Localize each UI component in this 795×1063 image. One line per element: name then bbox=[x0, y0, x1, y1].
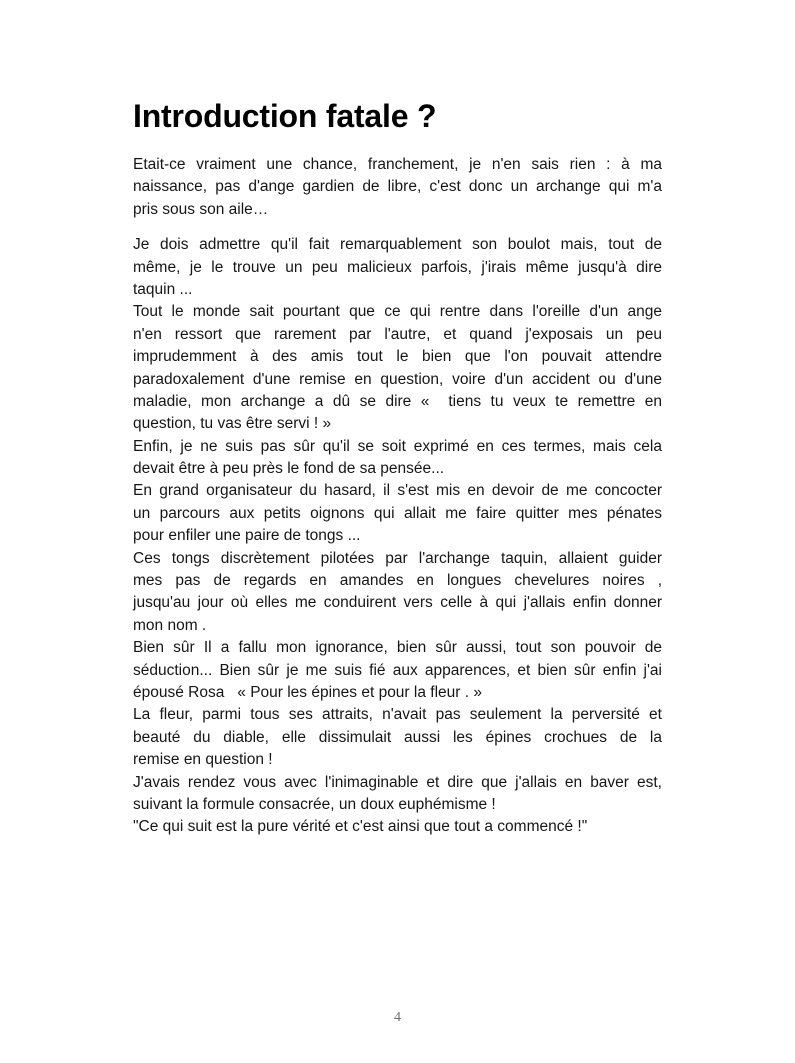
text-line: J'avais rendez vous avec l'inimaginable et dire que j'allais en baver est, bbox=[133, 773, 662, 791]
text-column bbox=[133, 99, 662, 839]
text-line: remise en question ! bbox=[133, 751, 273, 769]
text-line: suivant la formule consacrée, un doux euphémisme ! bbox=[133, 795, 496, 813]
text-line: pour enfiler une paire de tongs ... bbox=[133, 527, 361, 545]
text-line: paradoxalement d'une remise en question, voire d'un accident ou d'une bbox=[133, 370, 662, 388]
text-line: n'en ressort que rarement par l'autre, et quand j'exposais un peu bbox=[133, 325, 662, 343]
text-line: taquin ... bbox=[133, 280, 193, 298]
paragraph bbox=[133, 772, 662, 817]
document-body bbox=[133, 154, 662, 839]
paragraph bbox=[133, 480, 662, 547]
text-line: séduction... Bien sûr je me suis fié aux apparences, et bien sûr enfin j'ai bbox=[133, 661, 662, 679]
text-line: jusqu'au jour où elles me conduirent vers celle à qui j'allais enfin donner bbox=[133, 594, 662, 612]
text-line: pris sous son aile… bbox=[133, 200, 269, 218]
text-line: mon nom . bbox=[133, 616, 207, 634]
text-line: En grand organisateur du hasard, il s'est mis en devoir de me concocter bbox=[133, 482, 662, 500]
paragraph bbox=[133, 234, 662, 301]
paragraph bbox=[133, 436, 662, 481]
text-line: question, tu vas être servi ! » bbox=[133, 415, 332, 433]
paragraph bbox=[133, 637, 662, 704]
page-number: 4 bbox=[394, 1010, 401, 1025]
text-line: Tout le monde sait pourtant que ce qui rentre dans l'oreille d'un ange bbox=[133, 303, 662, 321]
text-line: "Ce qui suit est la pure vérité et c'est ainsi que tout a commencé !" bbox=[133, 818, 588, 836]
text-line: mes pas de regards en amandes en longues chevelures noires , bbox=[133, 572, 662, 590]
text-line: maladie, mon archange a dû se dire « tiens tu veux te remettre en bbox=[133, 392, 662, 410]
paragraph bbox=[133, 301, 662, 435]
page-title: Introduction fatale ? bbox=[133, 98, 437, 134]
paragraph bbox=[133, 816, 662, 838]
text-line: La fleur, parmi tous ses attraits, n'avait pas seulement la perversité et bbox=[133, 706, 662, 724]
text-line: beauté du diable, elle dissimulait aussi les épines crochues de la bbox=[133, 728, 662, 746]
text-line: Enfin, je ne suis pas sûr qu'il se soit exprimé en ces termes, mais cela bbox=[133, 437, 662, 455]
text-line: Bien sûr Il a fallu mon ignorance, bien sûr aussi, tout son pouvoir de bbox=[133, 639, 662, 657]
text-line: Etait-ce vraiment une chance, franchement, je n'en sais rien : à ma bbox=[133, 156, 662, 173]
paragraph bbox=[133, 548, 662, 638]
text-line: épousé Rosa « Pour les épines et pour la fleur . » bbox=[133, 683, 482, 701]
text-line: un parcours aux petits oignons qui allait me faire quitter mes pénates bbox=[133, 504, 662, 522]
text-line: même, je le trouve un peu malicieux parfois, j'irais même jusqu'à dire bbox=[133, 258, 662, 276]
text-line: devait être à peu près le fond de sa pensée... bbox=[133, 460, 445, 478]
text-line: Je dois admettre qu'il fait remarquablement son boulot mais, tout de bbox=[133, 236, 662, 254]
text-line: imprudemment à des amis tout le bien que l'on pouvait attendre bbox=[133, 348, 662, 366]
text-line: naissance, pas d'ange gardien de libre, c'est donc un archange qui m'a bbox=[133, 178, 662, 196]
text-line: Ces tongs discrètement pilotées par l'archange taquin, allaient guider bbox=[133, 549, 662, 567]
paragraph bbox=[133, 704, 662, 771]
paragraph bbox=[133, 154, 662, 221]
